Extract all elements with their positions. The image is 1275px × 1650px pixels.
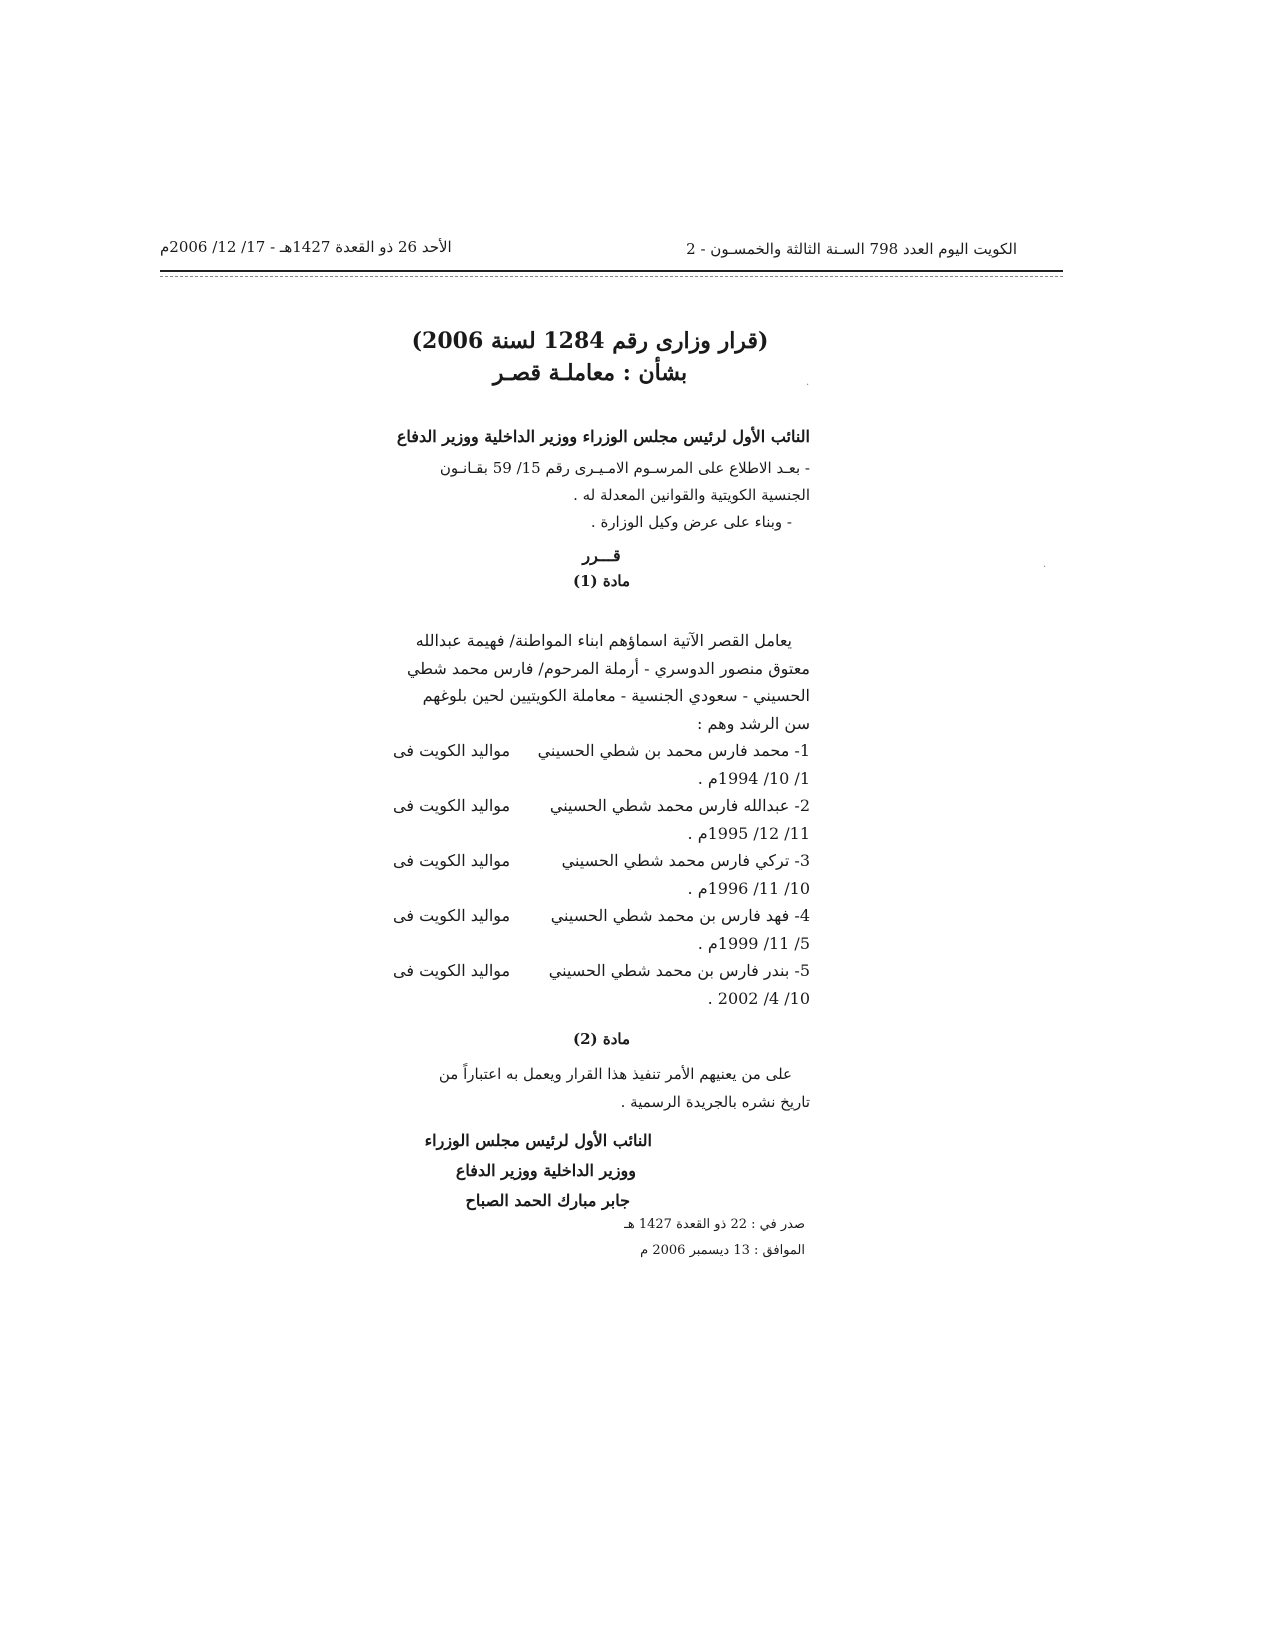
minor-birthdate: 5/ 11/ 1999م .	[697, 933, 810, 953]
minor-name: 2- عبدالله فارس محمد شطي الحسيني	[549, 796, 810, 815]
minor-birthplace: مواليد الكويت فى	[393, 851, 511, 870]
gazette-header-issue: الكويت اليوم العدد 798 السـنة الثالثة والخمسـون - 2	[686, 240, 1017, 258]
minor-birthdate: 10/ 11/ 1996م .	[687, 878, 810, 898]
decree-title	[360, 325, 820, 389]
scan-mark: ·	[806, 380, 810, 391]
issued-hijri: صدر في : 22 ذو القعدة 1427 هـ	[624, 1217, 805, 1232]
minor-birthdate: 10/ 4/ 2002 .	[707, 988, 810, 1008]
signatory-title: النائب الأول لرئيس مجلس الوزراء	[424, 1131, 652, 1150]
article-2-body	[393, 1060, 810, 1116]
gazette-header-date: الأحد 26 ذو القعدة 1427هـ - 17/ 12/ 2006م	[160, 238, 452, 256]
article-2-line: على من يعنيهم الأمر تنفيذ هذا القرار ويعمل به اعتباراً من	[438, 1065, 792, 1083]
article-1-heading: مادة (1)	[572, 572, 630, 590]
scan-mark: ·	[1043, 562, 1047, 573]
minor-name: 5- بندر فارس بن محمد شطي الحسيني	[548, 961, 810, 980]
minor-birthplace: مواليد الكويت فى	[393, 741, 511, 760]
decree-title-line1: (قرار وزارى رقم 1284 لسنة 2006)	[411, 328, 769, 354]
header-rule	[160, 270, 1063, 272]
decision-heading: قـــرر	[582, 546, 621, 565]
signatory-name: جابر مبارك الحمد الصباح	[465, 1191, 630, 1210]
minor-name: 4- فهد فارس بن محمد شطي الحسيني	[550, 906, 810, 925]
issue-date-block	[624, 1212, 805, 1264]
minor-item	[393, 847, 810, 875]
preamble	[393, 455, 810, 536]
article-1-line: يعامل القصر الآتية اسماؤهم ابناء المواطنة/ فهيمة عبدالله	[415, 631, 792, 650]
article-1-line: معتوق منصور الدوسري - أرملة المرحوم/ فارس محمد شطي	[406, 658, 810, 678]
decree-subject: بشأن : معاملـة قصـر	[492, 360, 688, 386]
issued-gregorian: الموافق : 13 ديسمبر 2006 م	[640, 1243, 805, 1258]
minor-birthplace: مواليد الكويت فى	[393, 796, 511, 815]
minor-item	[393, 792, 810, 820]
preamble-line: - وبناء على عرض وكيل الوزارة .	[590, 513, 792, 531]
preamble-line: الجنسية الكويتية والقوانين المعدلة له .	[573, 486, 810, 504]
signatory-ministry: ووزير الداخلية ووزير الدفاع	[455, 1161, 636, 1180]
article-2-heading: مادة (2)	[572, 1030, 630, 1048]
article-2-line: تاريخ نشره بالجريدة الرسمية .	[620, 1093, 810, 1111]
minor-birthplace: مواليد الكويت فى	[393, 906, 511, 925]
minor-item	[393, 737, 810, 765]
signature-block	[425, 1126, 652, 1216]
minor-item	[393, 902, 810, 930]
header-rule-dashed	[160, 276, 1063, 277]
preamble-line: - بعـد الاطلاع على المرسـوم الامـيـرى رقم 15/ 59 بقـانـون	[439, 459, 810, 477]
minor-birthdate: 11/ 12/ 1995م .	[687, 823, 810, 843]
minor-birthplace: مواليد الكويت فى	[393, 961, 511, 980]
article-1-body	[393, 627, 810, 1012]
minor-item	[393, 957, 810, 985]
minor-name: 3- تركي فارس محمد شطي الحسيني	[561, 851, 810, 870]
minor-birthdate: 1/ 10/ 1994م .	[697, 768, 810, 788]
issuer-heading: النائب الأول لرئيس مجلس الوزراء ووزير الداخلية ووزير الدفاع	[396, 427, 810, 446]
minor-name: 1- محمد فارس محمد بن شطي الحسيني	[537, 741, 810, 760]
article-1-line: الحسيني - سعودي الجنسية - معاملة الكويتيين لحين بلوغهم	[422, 686, 810, 705]
article-1-line: سن الرشد وهم :	[697, 713, 810, 733]
